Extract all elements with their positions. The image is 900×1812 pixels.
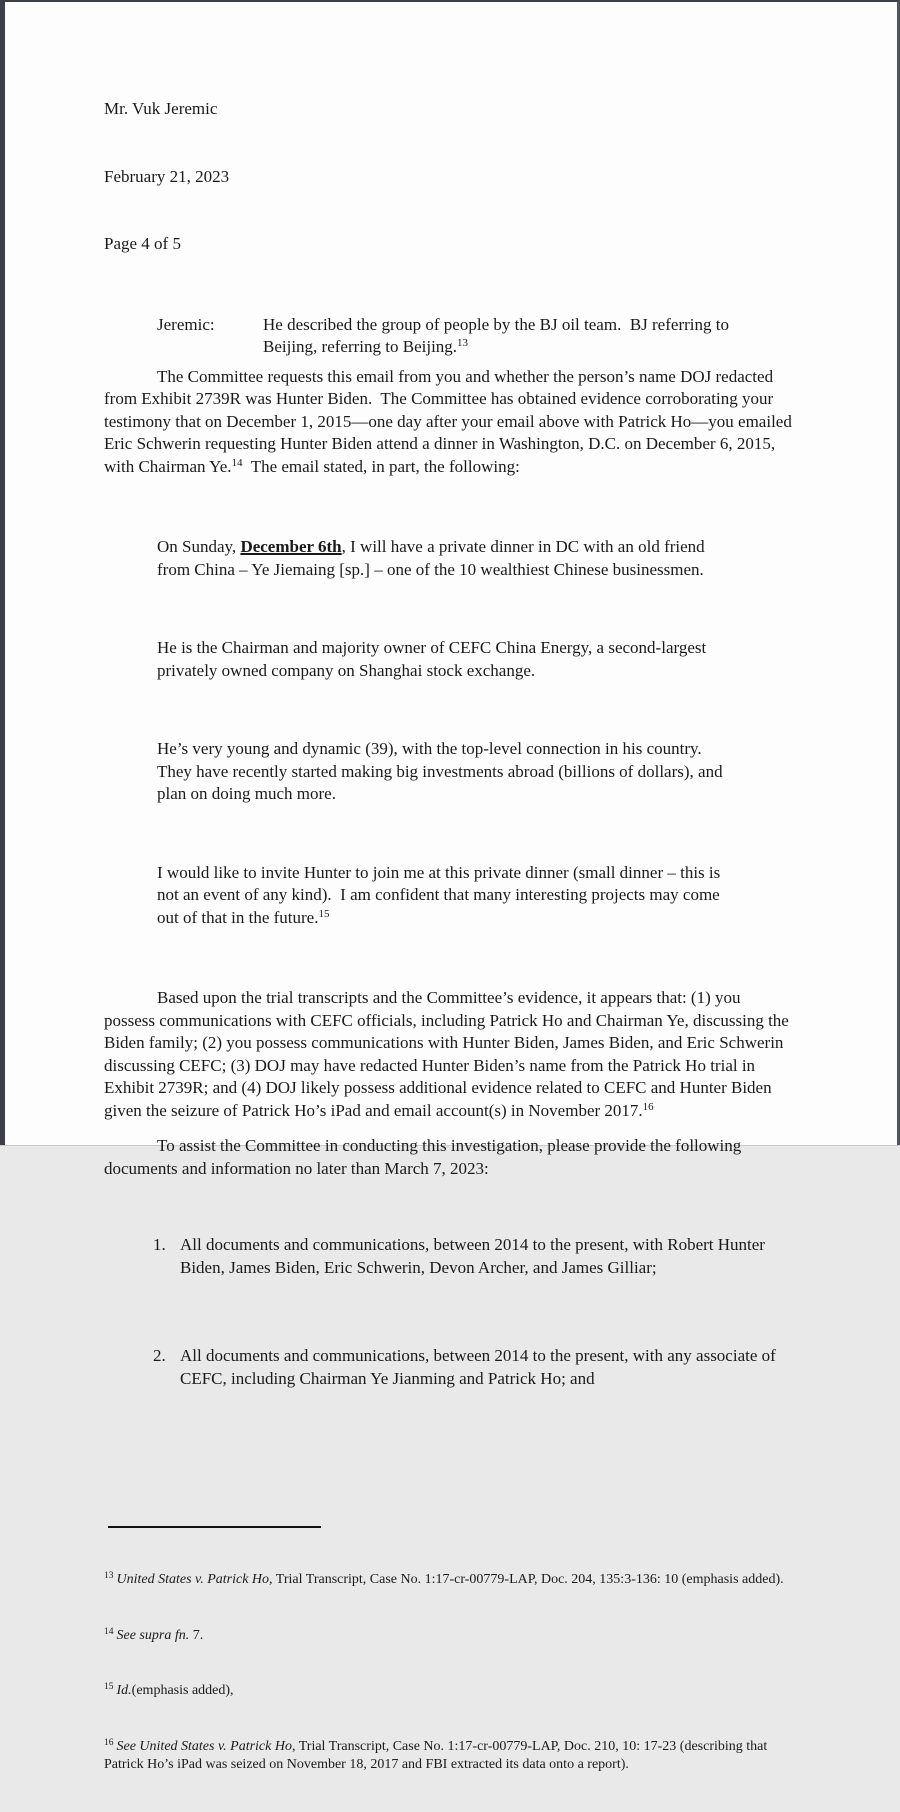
- request-text: All documents and communications, between 2014 to the present, with any associate of CEFC, including Chairman Ye Jianming and Patrick Ho; and: [180, 1346, 781, 1388]
- quote-text-run: , I will have a private dinner in DC with an old friend from China – Ye Jiemaing [sp.] – one of the 10 wealthiest Chinese businessmen.: [157, 537, 709, 579]
- transcript-quote: [104, 314, 794, 359]
- email-quote-paragraph-2: He is the Chairman and majority owner of CEFC China Energy, a second-largest privately owned company on Shanghai stock exchange.: [157, 638, 711, 680]
- request-item-2: [104, 1345, 794, 1390]
- letter-header: [104, 53, 794, 301]
- transcript-text: [263, 314, 743, 359]
- quote-text-run: I would like to invite Hunter to join me at this private dinner (small dinner – this is not an event of any kind). I am confident that many interesting projects may come out of that in the future.: [157, 862, 725, 927]
- footnote-separator: [108, 1526, 321, 1528]
- recipient-name: Mr. Vuk Jeremic: [104, 99, 218, 118]
- paragraph-text-run: The Committee requests this email from you and whether the person’s name DOJ redacted from Exhibit 2739R was Hunter Biden. The Committee has obtained evidence corroborating your testimony that on December 1, 2015—one day after your email above with Patrick Ho—you emailed Eric Schwerin requesting Hunter Biden attend a dinner in Washington, D.C. on December 6, 2015, with Chairman Ye.: [104, 366, 797, 476]
- footnote-15: [104, 1682, 794, 1701]
- footnote-case-citation: United States v. Patrick Ho: [116, 1572, 270, 1587]
- letter-date: February 21, 2023: [104, 166, 230, 186]
- document-request-list: [104, 1189, 794, 1435]
- footnote-16: [104, 1738, 794, 1775]
- emphasized-date: December 6th: [240, 537, 342, 556]
- footnote-text-run: , Trial Transcript, Case No. 1:17-cr-00779-LAP, Doc. 210, 10: 17-23 (describing that Patrick Ho’s iPad was seized on November 18, 2017 and FBI extracted its data onto a report).: [104, 1738, 771, 1772]
- footnote-marker: 13: [104, 1571, 114, 1581]
- footnote-ref-14: 14: [231, 456, 243, 469]
- request-number: 1.: [153, 1235, 166, 1254]
- page-number: Page 4 of 5: [104, 234, 181, 253]
- footnote-text-run: , Trial Transcript, Case No. 1:17-cr-00779-LAP, Doc. 204, 135:3-136: 10 (emphasis added).: [269, 1572, 784, 1587]
- footnote-marker: 15: [104, 1682, 114, 1692]
- request-number: 2.: [153, 1346, 166, 1365]
- footnote-marker: 16: [104, 1737, 114, 1748]
- request-item-1: [104, 1234, 794, 1279]
- email-quote-paragraph-1: [157, 536, 738, 581]
- email-quote-block: [157, 491, 738, 974]
- footnote-ref-16: 16: [642, 1100, 654, 1113]
- email-quote-paragraph-4: [157, 862, 738, 930]
- footnote-case-citation: Id.: [116, 1683, 132, 1698]
- paragraph-text-run: The email stated, in part, the following:: [242, 456, 520, 476]
- letter-content: [5, 2, 897, 1772]
- paragraph-based-upon: [104, 987, 794, 1122]
- quote-text-run: On Sunday,: [157, 537, 241, 556]
- email-quote-paragraph-3: He’s very young and dynamic (39), with the top-level connection in his country. They have recently started making big investments abroad (billions of dollars), and plan on doing much more.: [157, 739, 727, 803]
- footnote-13: [104, 1571, 794, 1590]
- footnote-14: [104, 1627, 794, 1646]
- transcript-speaker: Jeremic:: [157, 314, 215, 334]
- paragraph-committee-request: [104, 366, 797, 479]
- footnote-ref-15: 15: [318, 907, 330, 920]
- footnote-ref-13: 13: [457, 337, 469, 349]
- footnote-case-citation: See United States v. Patrick Ho: [116, 1738, 292, 1754]
- footnote-text-run: 7.: [189, 1627, 204, 1643]
- footnote-text-run: (emphasis added),: [131, 1683, 234, 1698]
- footnotes-section: [104, 1489, 794, 1812]
- footnote-marker: 14: [104, 1626, 114, 1637]
- footnote-case-citation: See supra fn.: [116, 1627, 190, 1643]
- paragraph-text-run: Based upon the trial transcripts and the Committee’s evidence, it appears that: (1) you possess communications with CEFC officials, including Patrick Ho and Chairman Ye, discussing the Biden family; (2) you possess communications with Hunter Biden, James Biden, and Eric Schwerin discussing CEFC; (3) DOJ may have redacted Hunter Biden’s name from the Patrick Ho trial in Exhibit 2739R; and (4) DOJ likely possess additional evidence related to CEFC and Hunter Biden given the seizure of Patrick Ho’s iPad and email account(s) in November 2017.: [104, 988, 794, 1120]
- transcript-text-run: He described the group of people by the BJ oil team. BJ referring to Beijing, referring to Beijing.: [263, 314, 734, 356]
- paragraph-to-assist: To assist the Committee in conducting this investigation, please provide the following documents and information no later than March 7, 2023:: [104, 1136, 746, 1178]
- request-text: All documents and communications, between 2014 to the present, with Robert Hunter Biden, James Biden, Eric Schwerin, Devon Archer, and James Gilliar;: [180, 1235, 770, 1277]
